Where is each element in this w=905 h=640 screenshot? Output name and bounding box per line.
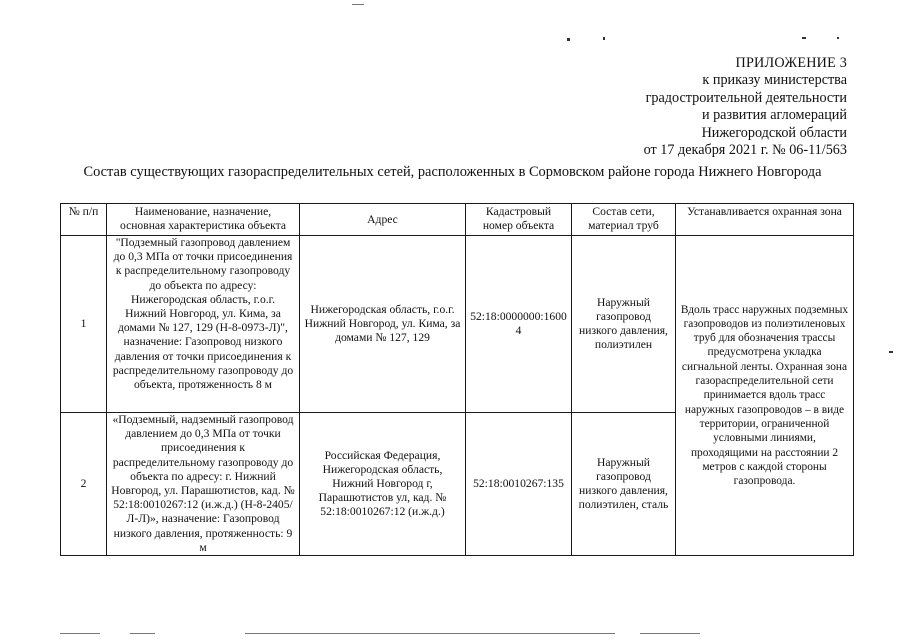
object-description: "Подземный газопровод давлением до 0,3 МПа от точки присоединения к распределительному газопроводу до объекта по адресу: Нижегородская область, г.о.г. Нижний Новгород, ул. Кима, за домами № 127, 129 (Н-8-0973-Л)", назначение: Газопровод низкого давления от точки присоединения к распределительному газопроводу до объекта, протяженность 8 м [107,236,300,413]
appendix-header [527,55,847,159]
cadastral-number: 52:18:0000000:16004 [466,236,572,413]
col-header-name: Наименование, назначение, основная характеристика объекта [107,204,300,236]
object-address: Нижегородская область, г.о.г. Нижний Новгород, ул. Кима, за домами № 127, 129 [300,236,466,413]
scan-speck [837,37,839,39]
appendix-line: от 17 декабря 2021 г. № 06-11/563 [643,142,847,159]
appendix-line: Нижегородской области [701,124,847,141]
col-header-number: № п/п [61,204,107,236]
network-composition: Наружный газопровод низкого давления, полиэтилен [572,236,676,413]
col-header-network: Состав сети, материал труб [572,204,676,236]
scan-speck [567,38,570,41]
scan-line [640,633,700,634]
table-row [61,236,854,413]
appendix-line: градостроительной деятельности [645,89,847,106]
object-address: Российская Федерация, Нижегородская область, Нижний Новгород г, Парашютистов ул, кад. № 52:18:0010267:12 (и.ж.д.) [300,413,466,556]
object-description: «Подземный, надземный газопровод давлением до 0,3 МПа от точки присоединения к распределительному газопроводу до объекта по адресу: г. Нижний Новгород, ул. Парашютистов, кад. № 52:18:0010267:12 (и.ж.д.) (Н-8-2405/Л-Л)», назначение: Газопровод низкого давления, протяженность: 9 м [107,413,300,556]
scan-line [245,633,615,634]
col-header-zone: Устанавливается охранная зона [676,204,854,236]
protection-zone: Вдоль трасс наружных подземных газопроводов из полиэтиленовых труб для обозначения трассы предусмотрена укладка сигнальной ленты. Охранная зона газораспределительной сети принимается вдоль трасс наружных газопроводов – в виде территории, ограниченной условными линиями, проходящими на расстоянии 2 метров с каждой стороны газопровода. [676,236,854,556]
network-composition: Наружный газопровод низкого давления, полиэтилен, сталь [572,413,676,556]
document-title: Состав существующих газораспределительных сетей, расположенных в Сормовском районе города Нижнего Новгорода [83,164,822,180]
row-number: 1 [61,236,107,413]
appendix-title: ПРИЛОЖЕНИЕ 3 [735,55,847,71]
row-number: 2 [61,413,107,556]
scan-line [130,633,155,634]
scan-line [60,633,100,634]
appendix-line: к приказу министерства [702,72,847,89]
appendix-line: и развития агломераций [701,107,847,124]
scan-line [352,4,364,5]
scan-speck [889,351,893,353]
col-header-address: Адрес [300,204,466,236]
table-header-row [61,204,854,236]
scan-speck [603,37,605,40]
scan-speck [802,37,806,39]
gas-network-table [60,203,854,556]
col-header-cadastral: Кадастровый номер объекта [466,204,572,236]
cadastral-number: 52:18:0010267:135 [466,413,572,556]
